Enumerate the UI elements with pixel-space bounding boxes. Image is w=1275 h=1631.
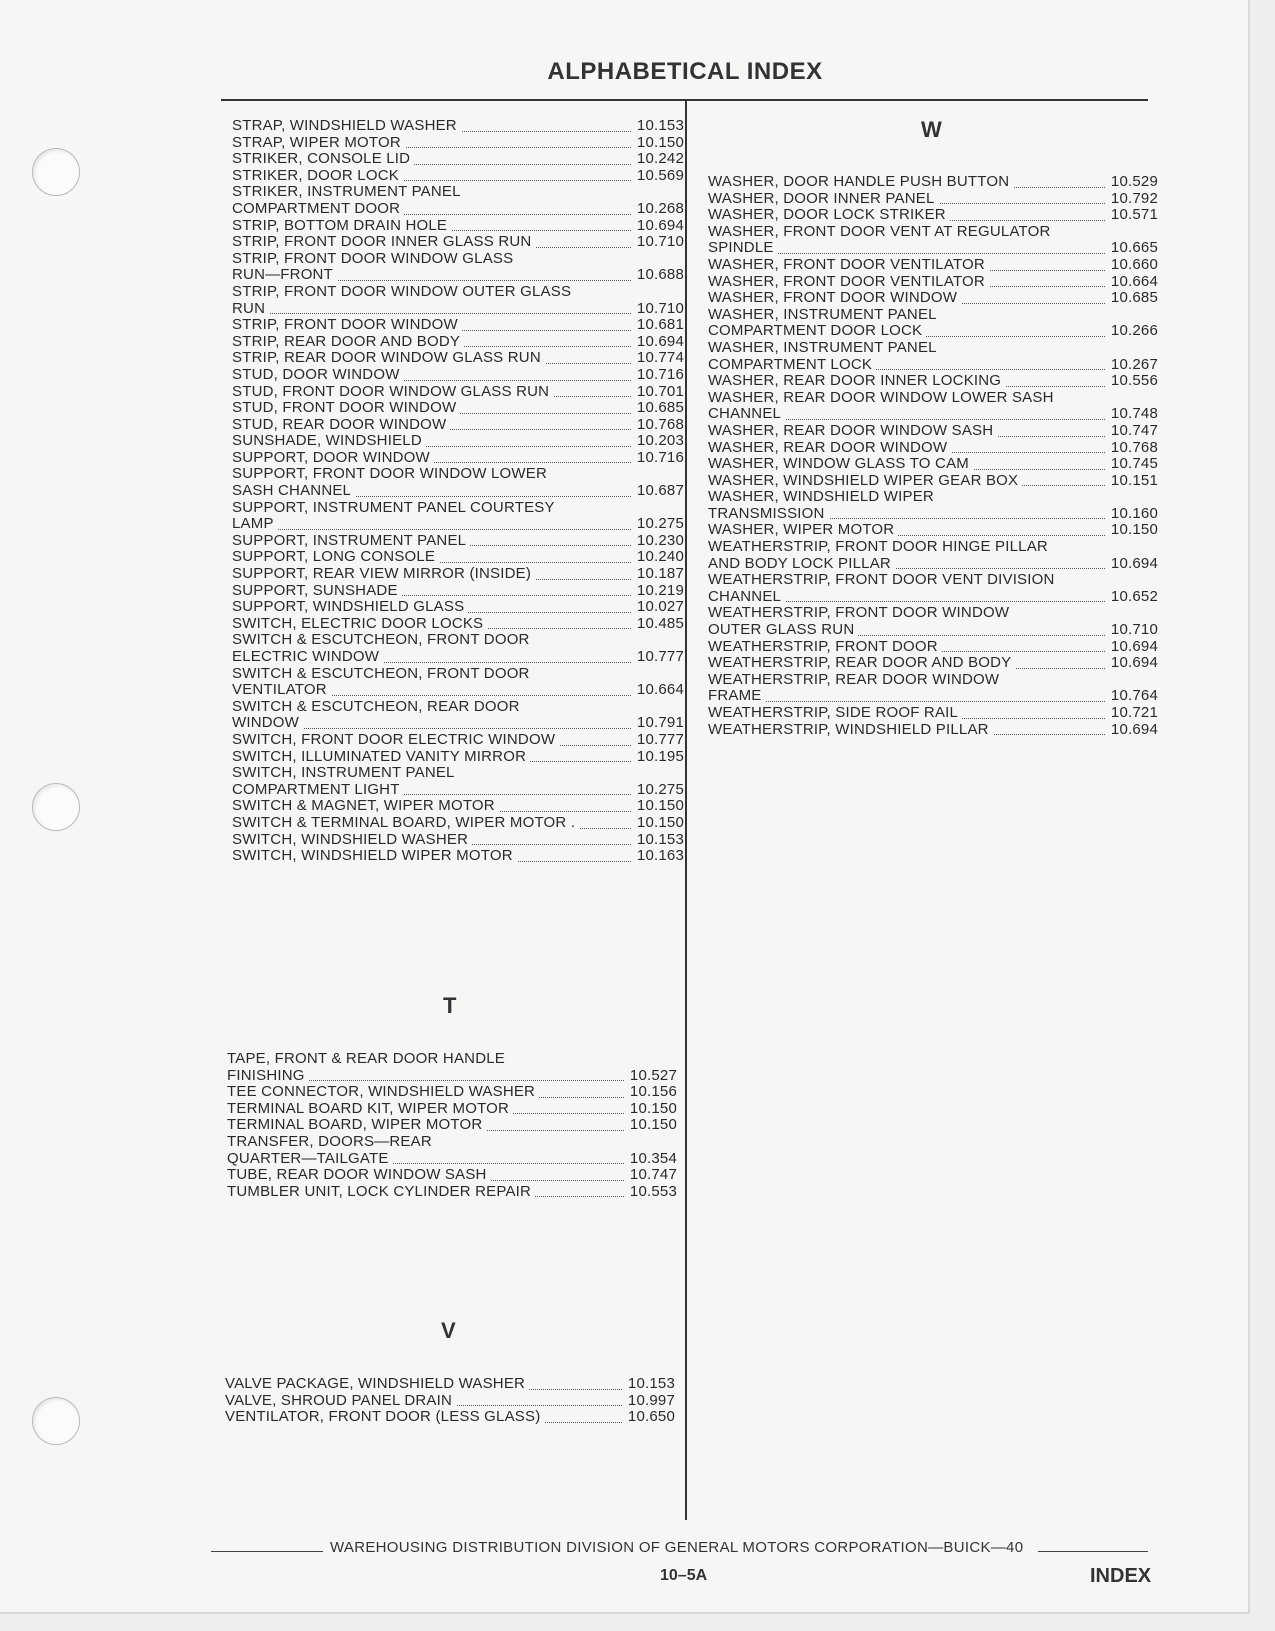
entry-page: 10.569 <box>636 166 684 184</box>
entry-page: 10.027 <box>636 598 684 616</box>
entry-page: 10.150 <box>629 1099 677 1117</box>
entry-page: 10.660 <box>1110 255 1158 273</box>
footer-publisher: WAREHOUSING DISTRIBUTION DIVISION OF GENERAL MOTORS CORPORATION—BUICK—40 <box>330 1539 1024 1556</box>
index-entry <box>227 1101 677 1118</box>
index-entry <box>225 1409 675 1426</box>
index-entry <box>225 1376 675 1393</box>
index-entry <box>232 251 684 284</box>
index-entry <box>708 440 1158 457</box>
index-list <box>227 1051 677 1200</box>
index-entry <box>232 815 684 832</box>
entry-label: TUBE, REAR DOOR WINDOW SASH <box>227 1167 491 1183</box>
entry-page: 10.710 <box>636 299 684 317</box>
entry-label: WASHER, FRONT DOOR VENTILATOR <box>708 257 989 273</box>
entry-page: 10.710 <box>1110 621 1158 639</box>
index-entry <box>232 400 684 417</box>
entry-label: WEATHERSTRIP, REAR DOOR WINDOW FRAME <box>708 671 1000 705</box>
index-entry <box>232 666 684 699</box>
index-entry <box>232 168 684 185</box>
index-entry <box>232 832 684 849</box>
entry-page: 10.768 <box>636 415 684 433</box>
footer-rule-left <box>211 1551 323 1552</box>
entry-page: 10.747 <box>1110 421 1158 439</box>
entry-page: 10.553 <box>629 1182 677 1200</box>
entry-label: SWITCH & MAGNET, WIPER MOTOR <box>232 798 499 814</box>
entry-page: 10.219 <box>636 581 684 599</box>
index-entry <box>232 450 684 467</box>
entry-label: TERMINAL BOARD KIT, WIPER MOTOR <box>227 1101 513 1117</box>
index-entry <box>232 500 684 533</box>
entry-page: 10.774 <box>636 349 684 367</box>
entry-label: WEATHERSTRIP, FRONT DOOR HINGE PILLAR AND BODY LOCK PILLAR <box>708 539 1048 572</box>
entry-label: WASHER, FRONT DOOR VENTILATOR <box>708 274 989 290</box>
index-entry <box>232 151 684 168</box>
index-entry <box>708 639 1158 656</box>
section-letter-t: T <box>443 993 457 1018</box>
entry-label: SWITCH, ILLUMINATED VANITY MIRROR <box>232 749 530 765</box>
entry-label: WEATHERSTRIP, REAR DOOR AND BODY <box>708 655 1015 671</box>
entry-label: SUPPORT, FRONT DOOR WINDOW LOWER SASH CHANNEL <box>232 466 548 500</box>
entry-label: WASHER, REAR DOOR WINDOW LOWER SASH CHANNEL <box>708 389 1054 423</box>
entry-label: STRIP, FRONT DOOR WINDOW <box>232 317 462 333</box>
index-entry <box>232 384 684 401</box>
binder-hole <box>32 148 80 196</box>
entry-label: STRIP, FRONT DOOR WINDOW OUTER GLASS RUN <box>232 283 572 317</box>
index-entry <box>232 632 684 665</box>
index-entry <box>708 340 1158 373</box>
entry-page: 10.791 <box>636 714 684 732</box>
entry-page: 10.685 <box>636 399 684 417</box>
entry-label: SWITCH, INSTRUMENT PANEL COMPARTMENT LIGHT <box>232 765 455 798</box>
index-entry <box>232 848 684 865</box>
page-number: 10–5A <box>660 1567 708 1584</box>
index-entry <box>708 672 1158 705</box>
entry-label: TRANSFER, DOORS—REAR QUARTER—TAILGATE <box>227 1133 432 1167</box>
entry-label: SUPPORT, INSTRUMENT PANEL COURTESY LAMP <box>232 499 555 533</box>
entry-label: WASHER, REAR DOOR INNER LOCKING <box>708 373 1005 389</box>
entry-label: WASHER, WINDSHIELD WIPER TRANSMISSION <box>708 489 934 522</box>
entry-page: 10.354 <box>629 1149 677 1167</box>
entry-page: 10.195 <box>636 747 684 765</box>
entry-label: STRIKER, DOOR LOCK <box>232 168 403 184</box>
entry-page: 10.571 <box>1110 206 1158 224</box>
entry-page: 10.556 <box>1110 372 1158 390</box>
index-entry <box>708 655 1158 672</box>
entry-label: STRIP, REAR DOOR WINDOW GLASS RUN <box>232 350 545 366</box>
entry-page: 10.997 <box>627 1391 675 1409</box>
entry-label: STRIKER, CONSOLE LID <box>232 151 414 167</box>
entry-page: 10.764 <box>1110 687 1158 705</box>
entry-page: 10.681 <box>636 316 684 334</box>
index-entry <box>227 1134 677 1167</box>
index-list <box>225 1376 675 1426</box>
entry-label: SWITCH, FRONT DOOR ELECTRIC WINDOW <box>232 732 559 748</box>
entry-page: 10.701 <box>636 382 684 400</box>
index-entry <box>232 599 684 616</box>
binder-hole <box>32 783 80 831</box>
entry-page: 10.485 <box>636 614 684 632</box>
entry-label: WASHER, DOOR HANDLE PUSH BUTTON <box>708 174 1013 190</box>
entry-label: WEATHERSTRIP, FRONT DOOR VENT DIVISION CHANNEL <box>708 572 1055 605</box>
entry-label: WASHER, DOOR LOCK STRIKER <box>708 207 950 223</box>
index-entry <box>708 522 1158 539</box>
entry-label: WEATHERSTRIP, WINDSHIELD PILLAR <box>708 722 993 738</box>
index-entry <box>232 234 684 251</box>
index-entry <box>227 1051 677 1084</box>
entry-label: TEE CONNECTOR, WINDSHIELD WASHER <box>227 1084 539 1100</box>
entry-label: SUPPORT, LONG CONSOLE <box>232 549 439 565</box>
entry-page: 10.156 <box>629 1083 677 1101</box>
index-entry <box>232 699 684 732</box>
entry-label: WASHER, FRONT DOOR VENT AT REGULATOR SPINDLE <box>708 223 1051 257</box>
index-entry <box>232 583 684 600</box>
index-entry <box>708 705 1158 722</box>
entry-page: 10.665 <box>1110 239 1158 257</box>
entry-label: SUNSHADE, WINDSHIELD <box>232 433 426 449</box>
entry-label: SUPPORT, SUNSHADE <box>232 583 402 599</box>
entry-label: STRAP, WIPER MOTOR <box>232 135 405 151</box>
index-entry <box>708 722 1158 739</box>
entry-page: 10.150 <box>636 797 684 815</box>
index-entry <box>232 350 684 367</box>
entry-label: VALVE, SHROUD PANEL DRAIN <box>225 1393 456 1409</box>
entry-page: 10.745 <box>1110 455 1158 473</box>
section-s-continued <box>232 118 684 865</box>
entry-label: SWITCH, WINDSHIELD WIPER MOTOR <box>232 848 517 864</box>
index-entry <box>708 539 1158 572</box>
index-list <box>232 118 684 865</box>
entry-label: WASHER, FRONT DOOR WINDOW <box>708 290 961 306</box>
entry-label: SUPPORT, INSTRUMENT PANEL <box>232 533 470 549</box>
entry-label: TUMBLER UNIT, LOCK CYLINDER REPAIR <box>227 1184 535 1200</box>
entry-page: 10.275 <box>636 515 684 533</box>
index-entry <box>232 533 684 550</box>
entry-page: 10.685 <box>1110 289 1158 307</box>
index-entry <box>227 1167 677 1184</box>
entry-page: 10.694 <box>636 332 684 350</box>
index-entry <box>708 191 1158 208</box>
entry-page: 10.747 <box>629 1166 677 1184</box>
index-entry <box>708 274 1158 291</box>
entry-label: SWITCH, WINDSHIELD WASHER <box>232 832 472 848</box>
entry-page: 10.527 <box>629 1066 677 1084</box>
footer-rule-right <box>1038 1551 1148 1552</box>
entry-page: 10.748 <box>1110 405 1158 423</box>
index-entry <box>708 473 1158 490</box>
entry-label: SUPPORT, DOOR WINDOW <box>232 450 434 466</box>
index-list <box>708 174 1158 738</box>
entry-label: STRIP, FRONT DOOR INNER GLASS RUN <box>232 234 535 250</box>
index-entry <box>708 207 1158 224</box>
index-entry <box>232 218 684 235</box>
entry-label: WASHER, DOOR INNER PANEL <box>708 191 939 207</box>
entry-page: 10.267 <box>1110 355 1158 373</box>
entry-label: WEATHERSTRIP, FRONT DOOR WINDOW OUTER GLASS RUN <box>708 605 1010 639</box>
entry-page: 10.150 <box>636 133 684 151</box>
index-entry <box>232 732 684 749</box>
index-entry <box>708 174 1158 191</box>
entry-page: 10.694 <box>1110 637 1158 655</box>
index-entry <box>708 489 1158 522</box>
entry-label: SWITCH & ESCUTCHEON, FRONT DOOR ELECTRIC WINDOW <box>232 632 530 665</box>
entry-label: VENTILATOR, FRONT DOOR (LESS GLASS) <box>225 1409 544 1425</box>
entry-page: 10.721 <box>1110 704 1158 721</box>
entry-label: VALVE PACKAGE, WINDSHIELD WASHER <box>225 1376 529 1392</box>
entry-page: 10.153 <box>636 117 684 134</box>
entry-page: 10.150 <box>629 1116 677 1134</box>
entry-label: SWITCH & ESCUTCHEON, REAR DOOR WINDOW <box>232 698 520 732</box>
entry-page: 10.664 <box>636 681 684 699</box>
index-entry <box>708 257 1158 274</box>
index-entry <box>708 290 1158 307</box>
entry-page: 10.230 <box>636 531 684 549</box>
binder-hole <box>32 1397 80 1445</box>
entry-label: WASHER, INSTRUMENT PANEL COMPARTMENT DOOR LOCK <box>708 306 937 340</box>
entry-label: WEATHERSTRIP, SIDE ROOF RAIL <box>708 705 962 721</box>
entry-page: 10.275 <box>636 780 684 798</box>
entry-page: 10.777 <box>636 648 684 665</box>
entry-page: 10.716 <box>636 448 684 466</box>
index-entry <box>708 373 1158 390</box>
index-entry <box>232 417 684 434</box>
entry-page: 10.529 <box>1110 173 1158 190</box>
index-entry <box>232 334 684 351</box>
index-entry <box>232 765 684 798</box>
entry-label: STUD, REAR DOOR WINDOW <box>232 417 450 433</box>
entry-label: WASHER, WINDOW GLASS TO CAM <box>708 456 973 472</box>
entry-label: TERMINAL BOARD, WIPER MOTOR <box>227 1117 486 1133</box>
entry-label: WASHER, REAR DOOR WINDOW <box>708 440 951 456</box>
index-entry <box>708 307 1158 340</box>
index-entry <box>232 367 684 384</box>
index-entry <box>708 423 1158 440</box>
entry-page: 10.687 <box>636 482 684 500</box>
entry-page: 10.153 <box>627 1375 675 1392</box>
entry-label: SUPPORT, WINDSHIELD GLASS <box>232 599 468 615</box>
entry-page: 10.716 <box>636 365 684 383</box>
page-title: ALPHABETICAL INDEX <box>547 58 823 85</box>
entry-page: 10.203 <box>636 432 684 450</box>
entry-page: 10.710 <box>636 233 684 251</box>
entry-label: STRIP, REAR DOOR AND BODY <box>232 334 464 350</box>
index-entry <box>227 1084 677 1101</box>
section-t <box>227 1051 677 1200</box>
index-entry <box>708 572 1158 605</box>
section-letter-v: V <box>441 1318 456 1343</box>
index-entry <box>232 184 684 217</box>
index-entry <box>227 1184 677 1201</box>
index-entry <box>708 605 1158 638</box>
entry-page: 10.694 <box>1110 554 1158 572</box>
entry-page: 10.768 <box>1110 438 1158 456</box>
entry-page: 10.160 <box>1110 504 1158 522</box>
section-label: INDEX <box>1090 1565 1152 1587</box>
index-entry <box>232 566 684 583</box>
entry-label: SWITCH & TERMINAL BOARD, WIPER MOTOR . <box>232 815 579 831</box>
entry-label: WASHER, INSTRUMENT PANEL COMPARTMENT LOCK <box>708 339 937 373</box>
index-entry <box>232 317 684 334</box>
entry-page: 10.187 <box>636 565 684 583</box>
entry-page: 10.792 <box>1110 189 1158 207</box>
entry-page: 10.777 <box>636 730 684 748</box>
entry-page: 10.694 <box>1110 654 1158 672</box>
entry-page: 10.268 <box>636 199 684 217</box>
index-entry <box>232 466 684 499</box>
index-entry <box>232 798 684 815</box>
entry-label: WASHER, WINDSHIELD WIPER GEAR BOX <box>708 473 1022 489</box>
entry-label: STRIP, FRONT DOOR WINDOW GLASS RUN—FRONT <box>232 250 514 284</box>
entry-page: 10.652 <box>1110 587 1158 605</box>
entry-label: SWITCH & ESCUTCHEON, FRONT DOOR VENTILATOR <box>232 665 530 699</box>
entry-page: 10.150 <box>636 813 684 831</box>
column-divider <box>685 100 687 1520</box>
entry-page: 10.694 <box>636 216 684 234</box>
index-entry <box>232 284 684 317</box>
entry-page: 10.266 <box>1110 322 1158 340</box>
index-entry <box>225 1393 675 1410</box>
index-entry <box>232 616 684 633</box>
section-w <box>708 174 1158 738</box>
entry-page: 10.150 <box>1110 521 1158 539</box>
index-entry <box>708 390 1158 423</box>
entry-page: 10.153 <box>636 830 684 848</box>
entry-page: 10.151 <box>1110 471 1158 489</box>
entry-page: 10.664 <box>1110 272 1158 290</box>
entry-label: SUPPORT, REAR VIEW MIRROR (INSIDE) <box>232 566 535 582</box>
entry-label: TAPE, FRONT & REAR DOOR HANDLE FINISHING <box>227 1051 505 1084</box>
entry-label: STRAP, WINDSHIELD WASHER <box>232 118 461 134</box>
entry-page: 10.650 <box>627 1408 675 1426</box>
entry-label: STUD, FRONT DOOR WINDOW <box>232 400 460 416</box>
index-entry <box>232 749 684 766</box>
entry-page: 10.242 <box>636 150 684 168</box>
entry-label: STUD, DOOR WINDOW <box>232 367 404 383</box>
entry-label: STRIKER, INSTRUMENT PANEL COMPARTMENT DOOR <box>232 184 461 217</box>
index-entry <box>232 433 684 450</box>
index-entry <box>232 135 684 152</box>
index-entry <box>232 549 684 566</box>
section-v <box>225 1376 675 1426</box>
entry-page: 10.163 <box>636 847 684 865</box>
entry-label: STRIP, BOTTOM DRAIN HOLE <box>232 218 451 234</box>
section-letter-w: W <box>921 117 942 142</box>
entry-label: WASHER, WIPER MOTOR <box>708 522 898 538</box>
entry-label: WEATHERSTRIP, FRONT DOOR <box>708 639 942 655</box>
index-entry <box>232 118 684 135</box>
index-entry <box>708 224 1158 257</box>
entry-page: 10.694 <box>1110 720 1158 738</box>
entry-page: 10.240 <box>636 548 684 566</box>
entry-label: SWITCH, ELECTRIC DOOR LOCKS <box>232 616 487 632</box>
entry-label: STUD, FRONT DOOR WINDOW GLASS RUN <box>232 384 553 400</box>
entry-page: 10.688 <box>636 266 684 284</box>
index-entry <box>708 456 1158 473</box>
index-entry <box>227 1117 677 1134</box>
entry-label: WASHER, REAR DOOR WINDOW SASH <box>708 423 997 439</box>
